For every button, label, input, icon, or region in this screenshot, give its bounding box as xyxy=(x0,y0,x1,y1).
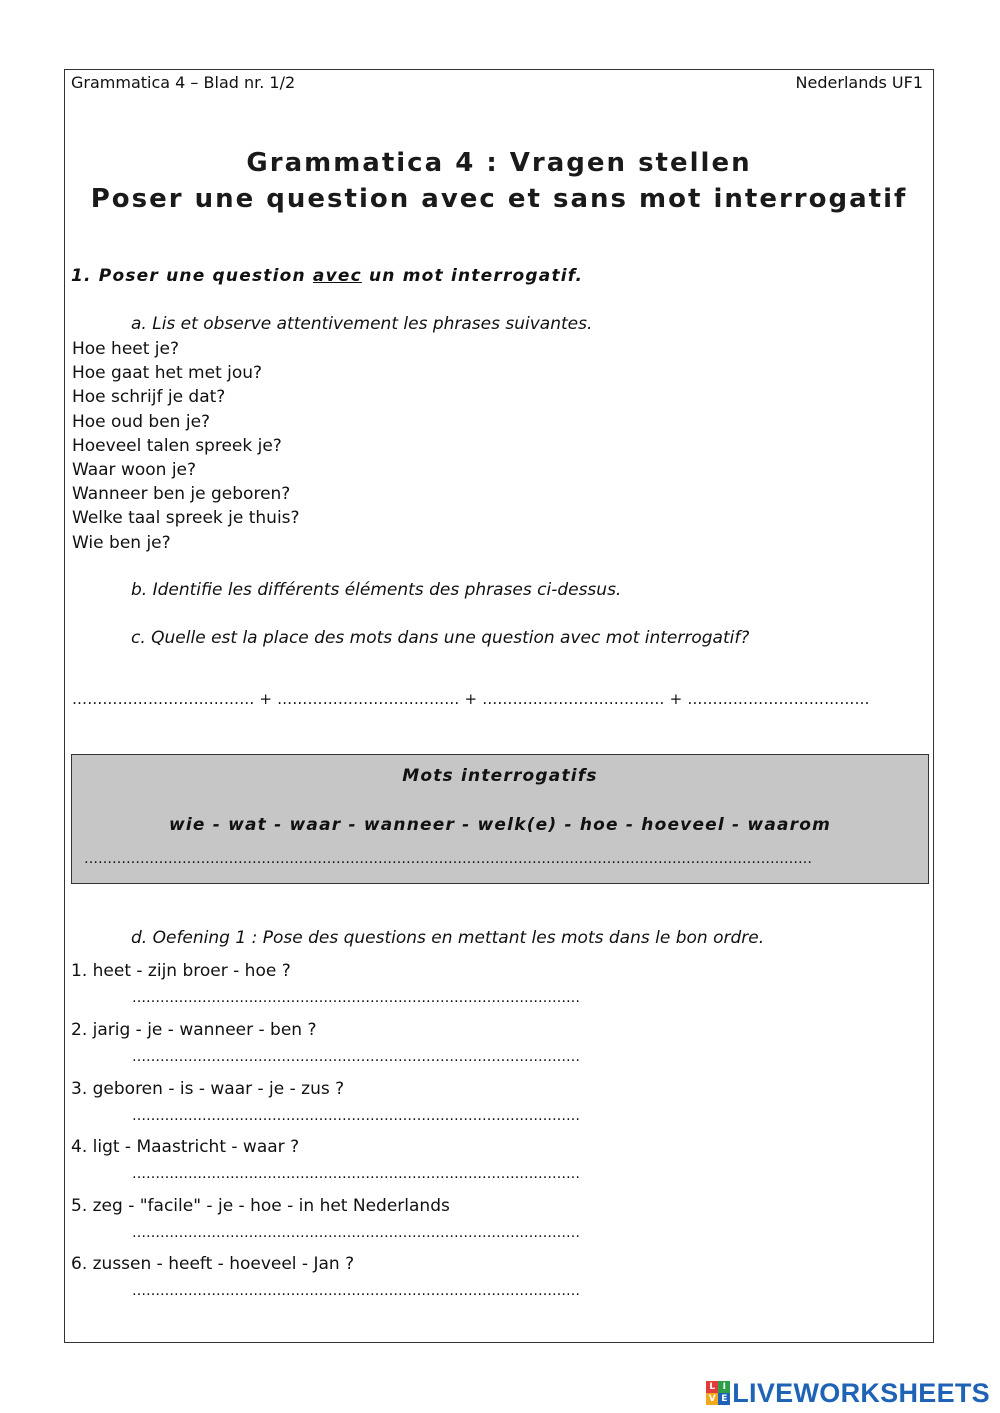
sentence: Waar woon je? xyxy=(72,460,197,481)
sentence: Hoe gaat het met jou? xyxy=(72,363,263,384)
exercise-answer-5[interactable]: …………………………………………………………………………………… xyxy=(132,1225,580,1241)
exercise-answer-1[interactable]: …………………………………………………………………………………… xyxy=(132,990,580,1006)
sentence: Wanneer ben je geboren? xyxy=(72,484,291,505)
sentence: Wie ben je? xyxy=(72,532,171,553)
exercise-answer-3[interactable]: …………………………………………………………………………………… xyxy=(132,1108,580,1124)
exercise-item-5: 5. zeg - "facile" - je - hoe - in het Nederlands xyxy=(71,1196,450,1216)
liveworksheets-logo-icon: L I V E xyxy=(706,1381,730,1405)
liveworksheets-logo-text: LIVEWORKSHEETS xyxy=(732,1377,990,1408)
section-1-heading: 1. Poser une question avec un mot interrogatif. xyxy=(71,266,584,286)
exercise-item-6: 6. zussen - heeft - hoeveel - Jan ? xyxy=(71,1254,355,1274)
liveworksheets-logo[interactable] xyxy=(706,1376,990,1410)
section-1-emphasis: avec xyxy=(312,266,362,286)
part-d-instruction: d. Oefening 1 : Pose des questions en mettant les mots dans le bon ordre. xyxy=(131,928,765,948)
header-right: Nederlands UF1 xyxy=(795,73,923,92)
sentence: Hoe heet je? xyxy=(72,339,180,359)
exercise-item-4: 4. ligt - Maastricht - waar ? xyxy=(71,1137,300,1157)
exercise-answer-6[interactable]: …………………………………………………………………………………… xyxy=(132,1283,580,1299)
title-line-1: Grammatica 4 : Vragen stellen xyxy=(246,148,752,178)
sentence-list xyxy=(72,337,300,555)
sentence: Hoe oud ben je? xyxy=(72,411,211,432)
exercise-item-1: 1. heet - zijn broer - hoe ? xyxy=(71,961,291,981)
title-line-2: Poser une question avec et sans mot interrogatif xyxy=(90,184,908,214)
sentence: Hoeveel talen spreek je? xyxy=(72,435,282,456)
worksheet-page xyxy=(64,69,934,1343)
question-words-title: Mots interrogatifs xyxy=(402,766,598,786)
part-c-instruction: c. Quelle est la place des mots dans une question avec mot interrogatif? xyxy=(131,628,750,648)
question-words-list: wie - wat - waar - wanneer - welk(e) - hoe - hoeveel - waarom xyxy=(168,815,832,835)
word-order-formula-answer[interactable]: ……………………………… + ……………………………… + ……………………………… + ……………………………… xyxy=(72,690,870,708)
exercise-answer-2[interactable]: …………………………………………………………………………………… xyxy=(132,1049,580,1065)
exercise-answer-4[interactable]: …………………………………………………………………………………… xyxy=(132,1166,580,1182)
sentence: Hoe schrijf je dat? xyxy=(72,387,226,408)
part-a-instruction: a. Lis et observe attentivement les phrases suivantes. xyxy=(131,314,593,334)
exercise-item-2: 2. jarig - je - wanneer - ben ? xyxy=(71,1020,317,1040)
header-left: Grammatica 4 – Blad nr. 1/2 xyxy=(71,73,296,92)
part-b-instruction: b. Identifie les différents éléments des phrases ci-dessus. xyxy=(131,580,622,600)
question-words-box xyxy=(71,754,929,884)
question-words-answer-line[interactable]: ………………………………………………………………………………………………………………………………………… xyxy=(84,851,812,867)
exercise-item-3: 3. geboren - is - waar - je - zus ? xyxy=(71,1079,345,1099)
sentence: Welke taal spreek je thuis? xyxy=(72,508,300,529)
